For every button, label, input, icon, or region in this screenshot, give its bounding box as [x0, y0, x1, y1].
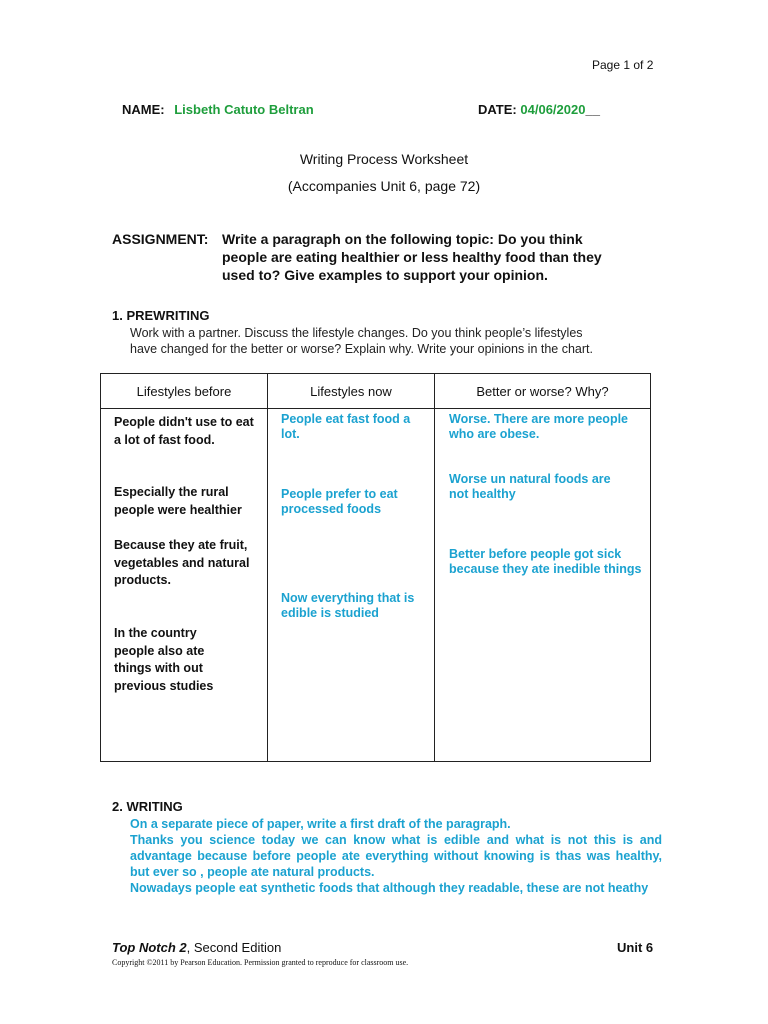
prewriting-heading: 1. PREWRITING [112, 308, 210, 323]
unit-label: Unit 6 [617, 940, 654, 955]
assignment-line-1: Write a paragraph on the following topic: Do you think [222, 231, 583, 247]
now-entry: People eat fast food a lot. [281, 412, 411, 441]
lifestyle-chart [100, 373, 651, 762]
now-entry: Now everything that is edible is studied [281, 591, 415, 620]
copyright-notice: Copyright ©2011 by Pearson Education. Permission granted to reproduce for classroom use. [112, 958, 409, 967]
book-name: Top Notch 2 [112, 940, 187, 955]
header-lifestyles-now: Lifestyles now [268, 374, 435, 409]
writing-instruction: On a separate piece of paper, write a first draft of the paragraph. [130, 817, 511, 831]
before-entry: Because they ate fruit, vegetables and natural products. [114, 538, 250, 587]
date-value: 04/06/2020 [520, 102, 586, 117]
before-entry: In the country people also ate things with out previous studies [114, 626, 214, 693]
date-suffix: __ [585, 102, 600, 117]
worksheet-title: Writing Process Worksheet [299, 151, 469, 167]
writing-paragraph-2: Nowadays people eat synthetic foods that although they readable, these are not heathy [130, 881, 649, 895]
header-lifestyles-before: Lifestyles before [101, 374, 268, 409]
name-value: Lisbeth Catuto Beltran [174, 102, 314, 117]
assignment-label: ASSIGNMENT: [112, 231, 209, 247]
assignment-line-3: used to? Give examples to support your opinion. [222, 267, 548, 283]
prewriting-instructions-line-1: Work with a partner. Discuss the lifestyle changes. Do you think people’s lifestyles [130, 326, 583, 340]
column-now [268, 409, 435, 762]
assignment [112, 230, 652, 284]
writing-section [130, 816, 662, 896]
why-entry: Better before people got sick because they ate inedible things [449, 547, 642, 576]
writing-heading: 2. WRITING [112, 799, 183, 814]
before-entry: People didn't use to eat a lot of fast food. [114, 415, 254, 447]
column-why [435, 409, 651, 762]
name-field [122, 102, 314, 117]
date-label: DATE: [478, 102, 517, 117]
assignment-line-2: people are eating healthier or less healthy food than they [222, 249, 602, 265]
book-title [112, 940, 281, 955]
now-entry: People prefer to eat processed foods [281, 487, 398, 516]
page-number: Page 1 of 2 [592, 58, 654, 72]
header-better-or-worse: Better or worse? Why? [435, 374, 651, 409]
name-label: NAME: [122, 102, 165, 117]
book-edition: , Second Edition [186, 940, 282, 955]
why-entry: Worse un natural foods are not healthy [449, 472, 611, 501]
column-before [101, 409, 268, 762]
date-field [478, 102, 600, 117]
writing-paragraph-1: Thanks you science today we can know what is edible and what is not this is and advantage because before people ate everything without knowing is thas was healthy, but ever so , people ate natural products. [130, 833, 662, 879]
prewriting-instructions-line-2: have changed for the better or worse? Explain why. Write your opinions in the chart. [130, 342, 593, 356]
why-entry: Worse. There are more people who are obese. [449, 412, 628, 441]
prewriting-instructions [130, 325, 650, 357]
worksheet-subtitle: (Accompanies Unit 6, page 72) [287, 178, 481, 194]
before-entry: Especially the rural people were healthier [114, 485, 242, 517]
